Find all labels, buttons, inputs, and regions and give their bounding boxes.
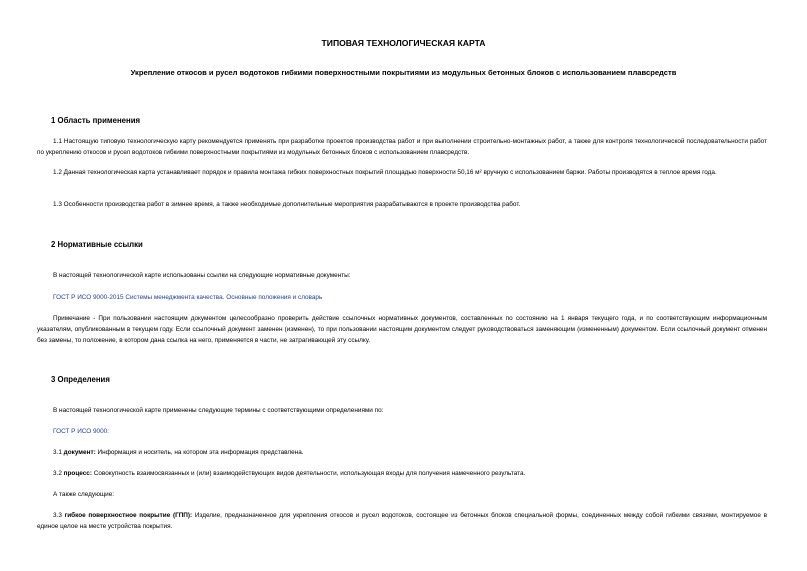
definition-3-2-term: процесс: xyxy=(63,470,92,477)
definition-3-1-text: Информация и носитель, на котором эта информация представлена. xyxy=(95,449,304,456)
document-subtitle: Укрепление откосов и русел водотоков гибкими поверхностными покрытиями из модульных бетонных блоков с использованием плавсредств xyxy=(130,68,677,77)
gost-9000-2015-link[interactable]: ГОСТ Р ИСО 9000-2015 Системы менеджмента качества. Основные положения и словарь xyxy=(53,294,323,301)
gost-9000-link[interactable]: ГОСТ Р ИСО 9000: xyxy=(53,428,109,435)
section-1-paragraph-3: 1.3 Особенности производства работ в зимнее время, а также необходимые дополнительные мероприятия разрабатываются в проекте производства работ. xyxy=(53,201,521,208)
definition-3-1 xyxy=(37,447,767,458)
definition-3-3 xyxy=(37,510,767,532)
section-1-paragraph-2: 1.2 Данная технологическая карта устанавливает порядок и правила монтажа гибких поверхностных покрытий площадью поверхности 50,16 м² вручную с использованием баржи. Работы производятся в теплое время года. xyxy=(53,169,717,176)
section-2-heading: 2 Нормативные ссылки xyxy=(51,240,143,249)
definition-3-2-number: 3.2 xyxy=(53,470,64,477)
section-3-paragraph-1: В настоящей технологической карте применены следующие термины с соответствующими определениями по: xyxy=(53,407,384,414)
definition-3-2 xyxy=(37,468,767,479)
definition-3-3-number: 3.3 xyxy=(53,512,65,519)
section-3-heading: 3 Определения xyxy=(51,375,110,384)
definition-3-3-term: гибкое поверхностное покрытие (ГПП): xyxy=(64,512,193,519)
definition-3-1-term: документ: xyxy=(63,449,96,456)
section-2-note: Примечание - При пользовании настоящим документом целесообразно проверить действие ссылочных нормативных документов, составленных по состоянию на 1 января текущего года, и по соответствующим информационным указателям, опубликованным в текущем году. Если ссылочный документ заменен (изменен), то при пользовании настоящим документом следует руководствоваться заменяющим (измененным) документом. Если ссылочный документ отменен без замены, то положение, в котором дана ссылка на него, применяется в части, не затрагивающей эту ссылку. xyxy=(37,315,767,344)
also-following-text: А также следующие: xyxy=(53,491,115,498)
definition-3-1-number: 3.1 xyxy=(53,449,64,456)
definition-3-2-text: Совокупность взаимосвязанных и (или) взаимодействующих видов деятельности, использующая входы для получения намеченного результата. xyxy=(91,470,526,477)
document-title: ТИПОВАЯ ТЕХНОЛОГИЧЕСКАЯ КАРТА xyxy=(321,38,486,48)
section-1-paragraph-1: 1.1 Настоящую типовую технологическую карту рекомендуется применять при разработке проектов производства работ и при выполнении строительно-монтажных работ, а также для контроля технологической последовательности работ по укреплению откосов и русел водотоков гибкими поверхностными покрытиями из модульных бетонных блоков с использованием плавсредств. xyxy=(37,138,767,156)
definition-3-3-text: Изделие, предназначенное для укрепления откосов и русел водотоков, состоящее из бетонных блоков специальной формы, соединенных между собой гибкими связями, монтируемое в единое целое на месте устройства покрытия. xyxy=(37,512,767,530)
section-2-paragraph-1: В настоящей технологической карте использованы ссылки на следующие нормативные документы: xyxy=(53,272,351,279)
section-1-heading: 1 Область применения xyxy=(51,116,141,125)
